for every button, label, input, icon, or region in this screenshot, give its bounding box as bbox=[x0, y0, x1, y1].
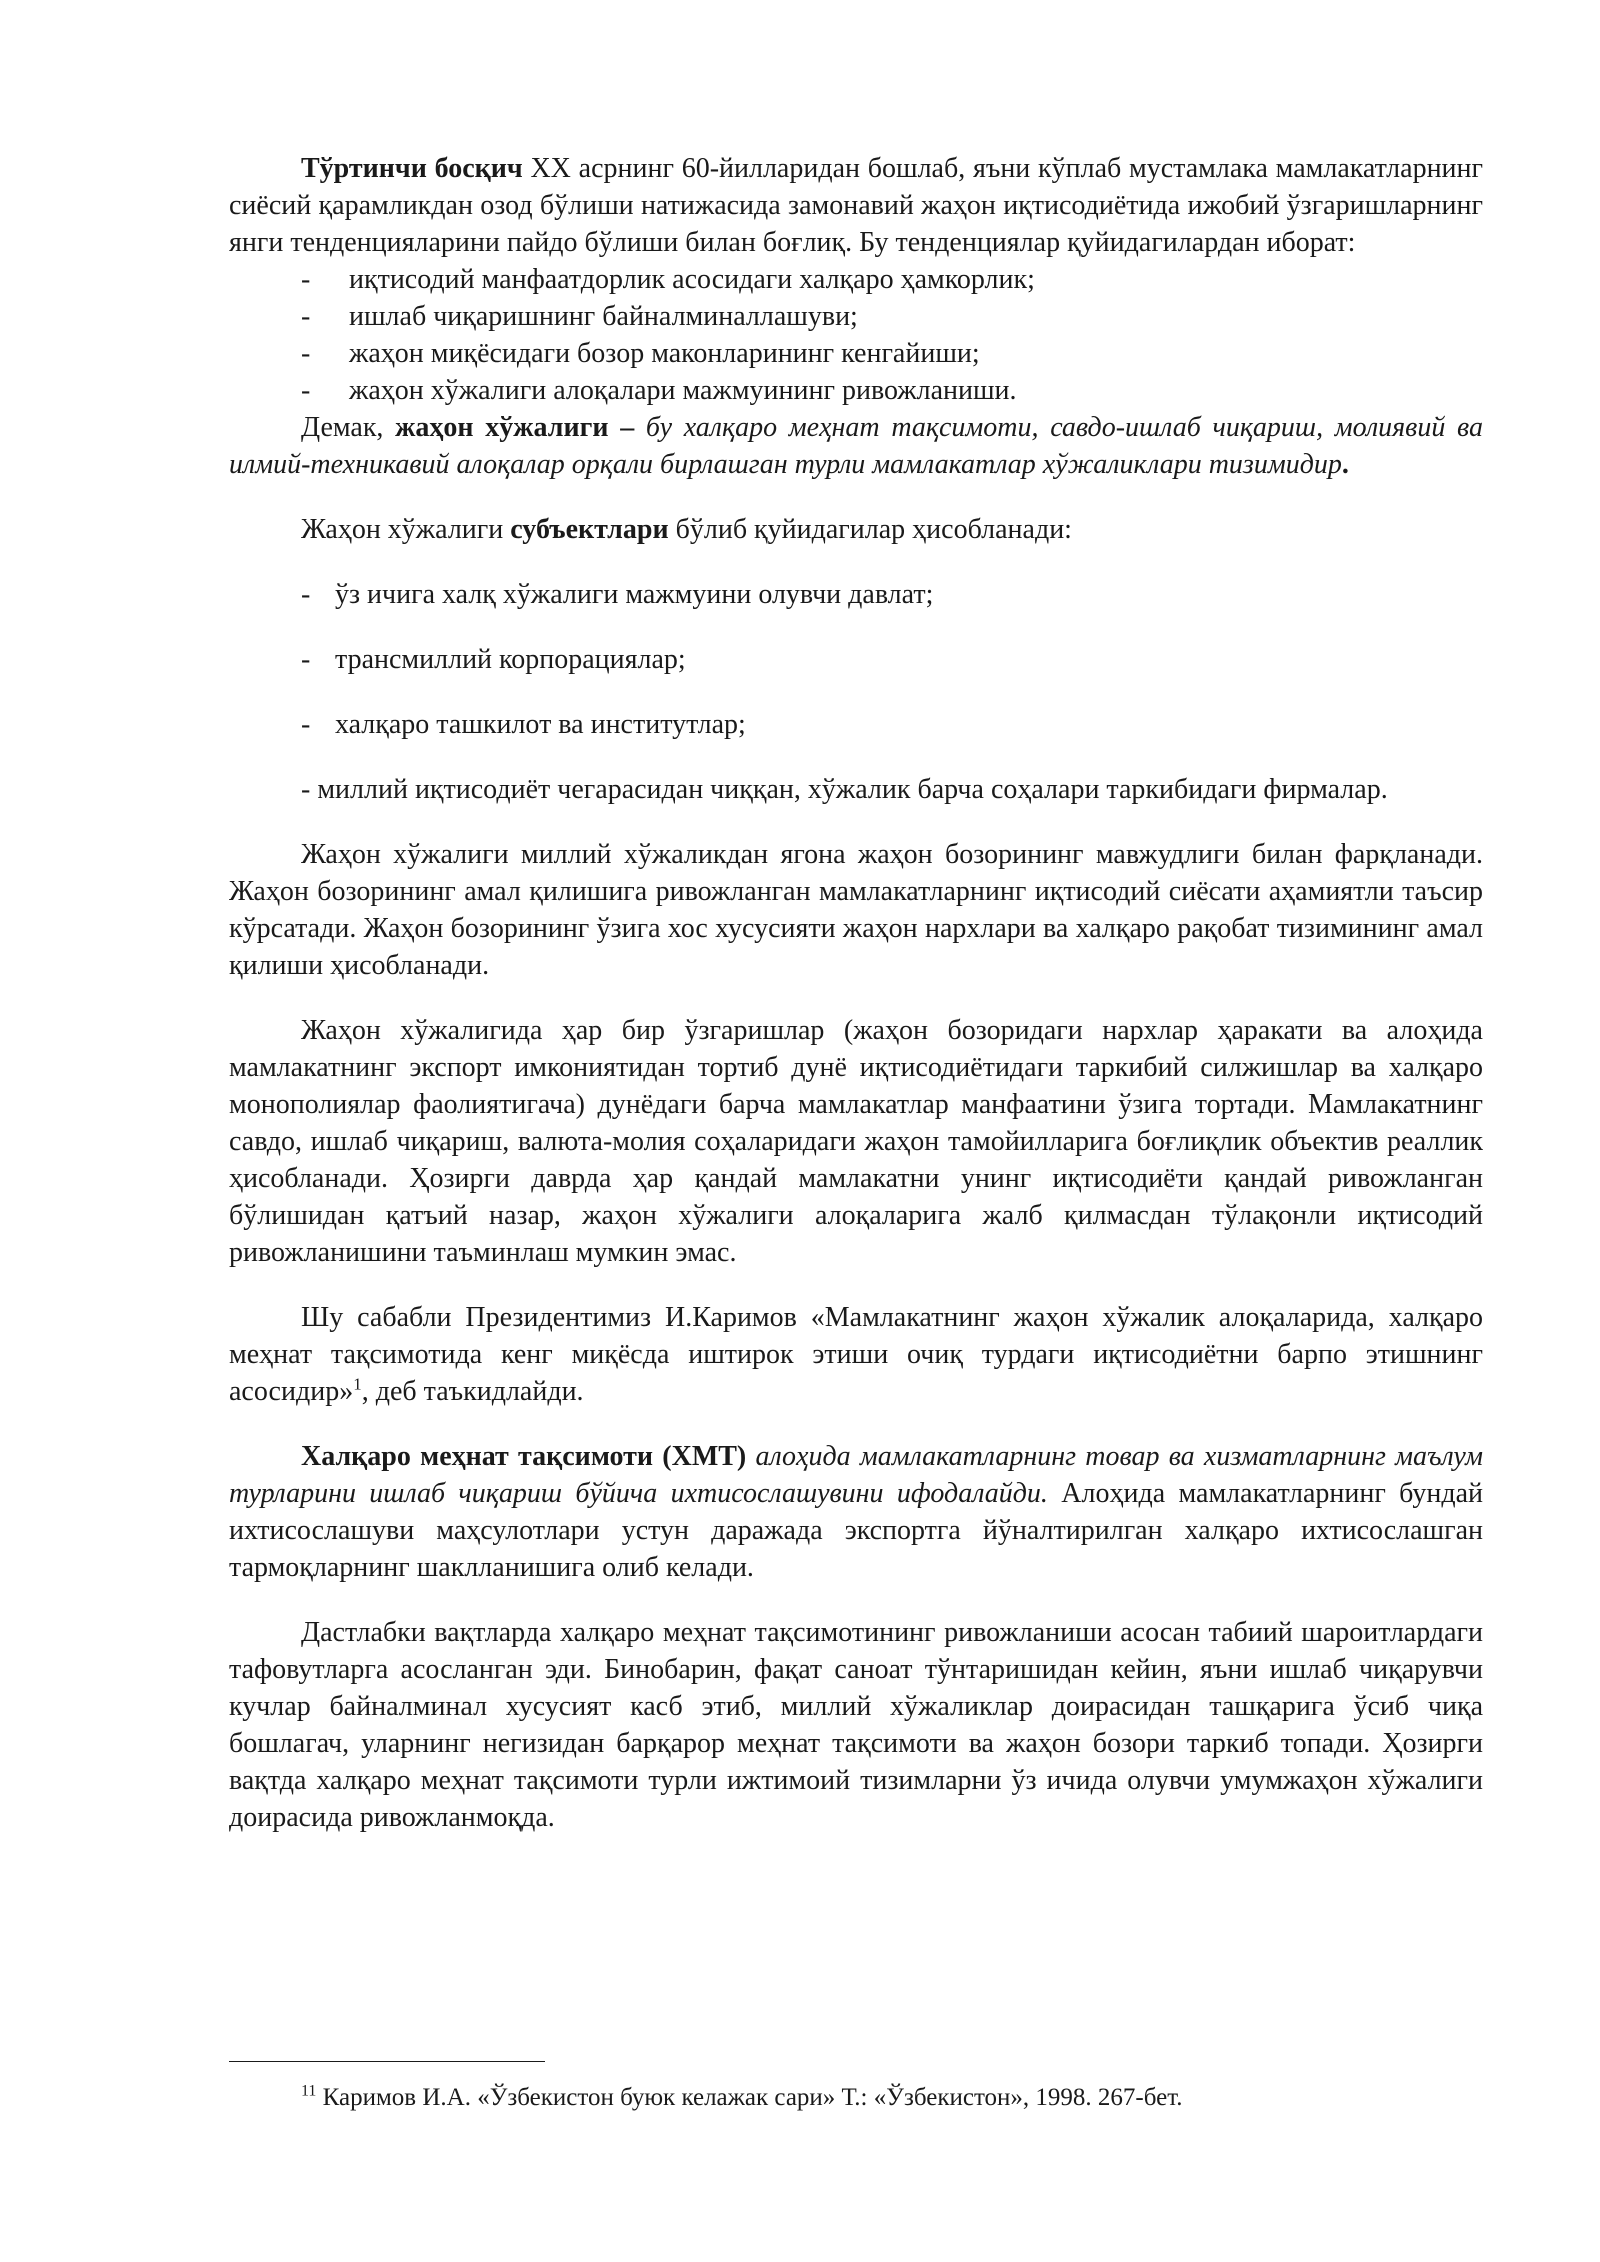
list-item bbox=[229, 576, 1483, 613]
definition-body: бу халқаро меҳнат тақсимоти, савдо-ишлаб чиқариш, молиявий ва илмий-техникавий алоқалар орқали бирлашган турли мамлакатлар хўжаликлари тизимидир bbox=[229, 412, 1483, 480]
paragraph-firms: - миллий иқтисодиёт чегарасидан чиққан, хўжалик барча соҳалари таркибидаги фирмалар. bbox=[301, 774, 1388, 805]
paragraph-hmt bbox=[229, 1438, 1483, 1586]
footnote-mark: 11 bbox=[301, 2082, 317, 2100]
list-dash: - bbox=[301, 644, 311, 675]
paragraph-subjects bbox=[229, 511, 1483, 548]
subjects-before: Жаҳон хўжалиги bbox=[301, 514, 511, 545]
footnote-text: Каримов И.А. «Ўзбекистон буюк келажак сари» Т.: «Ўзбекистон», 1998. 267-бет. bbox=[316, 2084, 1183, 2111]
definition-prefix: Демак, bbox=[301, 412, 396, 443]
list-dash: - bbox=[301, 579, 311, 610]
list-item bbox=[229, 261, 1483, 298]
definition-end: . bbox=[1341, 449, 1349, 480]
list-item-text: халқаро ташкилот ва институтлар; bbox=[335, 709, 746, 740]
footnote bbox=[301, 2082, 1183, 2114]
trends-list bbox=[229, 261, 1483, 409]
subjects-after: бўлиб қуйидагилар ҳисобланади: bbox=[668, 514, 1072, 545]
paragraph-changes: Жаҳон хўжалигида ҳар бир ўзгаришлар (жаҳон бозоридаги нархлар ҳаракати ва алоҳида мамлакатнинг экспорт имкониятидан тортиб дунё иқтисодиётидаги таркибий силжишлар ва халқаро монополиялар фаолиятигача) дунёдаги барча мамлакатлар манфаатини ўзига тортади. Мамлакатнинг савдо, ишлаб чиқариш, валюта-молия соҳаларидаги жаҳон тамойилларига боғлиқлик объектив реаллик ҳисобланади. Ҳозирги даврда ҳар қандай мамлакатни унинг иқтисодиёти қандай ривожланган бўлишидан қатъий назар, жаҳон хўжалиги алоқаларига жалб қилмасдан тўлақонли иқтисодий ривожланишини таъминлаш мумкин эмас. bbox=[229, 1015, 1483, 1268]
list-item bbox=[229, 335, 1483, 372]
hmt-definition: алоҳида мамлакатларнинг товар ва хизматларнинг маълум турларини ишлаб чиқариш бўйича ихтисослашувини ифодалайди. bbox=[229, 1441, 1483, 1509]
hmt-text: Алоҳида мамлакатларнинг бундай ихтисослашуви маҳсулотлари устун даражада экспортга йўналтирилган халқаро ихтисослашган тармоқларнинг шаклланишига олиб келади. bbox=[229, 1478, 1483, 1583]
paragraph-world-market: Жаҳон хўжалиги миллий хўжаликдан ягона жаҳон бозорининг мавжудлиги билан фарқланади. Жаҳон бозорининг амал қилишига ривожланган мамлакатларнинг иқтисодий сиёсати аҳамиятли таъсир кўрсатади. Жаҳон бозорининг ўзига хос хусусияти жаҳон нархлари ва халқаро рақобат тизимининг амал қилиши ҳисобланади. bbox=[229, 839, 1483, 981]
list-item bbox=[229, 372, 1483, 409]
fourth-stage-heading: Тўртинчи босқич bbox=[301, 153, 523, 184]
list-dash: - bbox=[301, 338, 311, 369]
document-page bbox=[229, 150, 1483, 1836]
list-dash: - bbox=[301, 264, 311, 295]
fourth-stage-text: XX асрнинг 60-йилларидан бошлаб, яъни кўплаб мустамлака мамлакатларнинг сиёсий қарамликдан озод бўлиши натижасида замонавий жаҳон иқтисодиётида ижобий ўзгаришларнинг янги тенденцияларини пайдо бўлиши билан боғлиқ. Бу тенденциялар қуйидагилардан иборат: bbox=[229, 153, 1484, 258]
paragraph-quote bbox=[229, 1299, 1483, 1410]
paragraph-history: Дастлабки вақтларда халқаро меҳнат тақсимотининг ривожланиши асосан табиий шароитлардаги тафовутларга асосланган эди. Бинобарин, фақат саноат тўнтаришидан кейин, яъни ишлаб чиқарувчи кучлар байналминал хусусият касб этиб, миллий хўжаликлар доирасидан ташқарига ўсиб чиқа бошлагач, уларнинг негизидан барқарор меҳнат тақсимоти ва жаҳон бозори таркиб топади. Ҳозирги вақтда халқаро меҳнат тақсимоти турли ижтимоий тизимларни ўз ичида олувчи умумжаҳон хўжалиги доирасида ривожланмоқда. bbox=[229, 1617, 1483, 1833]
footnote-reference[interactable]: 1 bbox=[353, 1374, 362, 1394]
paragraph-fourth-stage bbox=[229, 150, 1483, 261]
subjects-list bbox=[229, 576, 1483, 743]
list-item-text: иқтисодий манфаатдорлик асосидаги халқаро ҳамкорлик; bbox=[349, 264, 1035, 295]
list-item bbox=[229, 298, 1483, 335]
list-item bbox=[229, 706, 1483, 743]
list-item-text: жаҳон миқёсидаги бозор маконларининг кенгайиши; bbox=[349, 338, 980, 369]
hmt-term: Халқаро меҳнат тақсимоти (ХМТ) bbox=[301, 1441, 747, 1472]
quote-end: , деб таъкидлайди. bbox=[361, 1376, 584, 1407]
subjects-term: субъектлари bbox=[510, 514, 669, 545]
quote-text: Шу сабабли Президентимиз И.Каримов «Мамлакатнинг жаҳон хўжалик алоқаларида, халқаро меҳнат тақсимотида кенг миқёсда иштирок этиши очиқ турдаги иқтисодиётни барпо этишнинг асосидир» bbox=[229, 1302, 1483, 1407]
list-item bbox=[229, 641, 1483, 678]
list-item-text: жаҳон хўжалиги алоқалари мажмуининг ривожланиши. bbox=[349, 375, 1017, 406]
definition-term: жаҳон хўжалиги – bbox=[395, 412, 635, 443]
list-item-text: ўз ичига халқ хўжалиги мажмуини олувчи давлат; bbox=[335, 579, 934, 610]
footnote-separator bbox=[229, 2061, 545, 2062]
list-dash: - bbox=[301, 709, 311, 740]
list-item-text: ишлаб чиқаришнинг байналминаллашуви; bbox=[349, 301, 858, 332]
list-dash: - bbox=[301, 301, 311, 332]
paragraph-definition bbox=[229, 409, 1483, 483]
list-item-text: трансмиллий корпорациялар; bbox=[335, 644, 686, 675]
list-dash: - bbox=[301, 375, 311, 406]
